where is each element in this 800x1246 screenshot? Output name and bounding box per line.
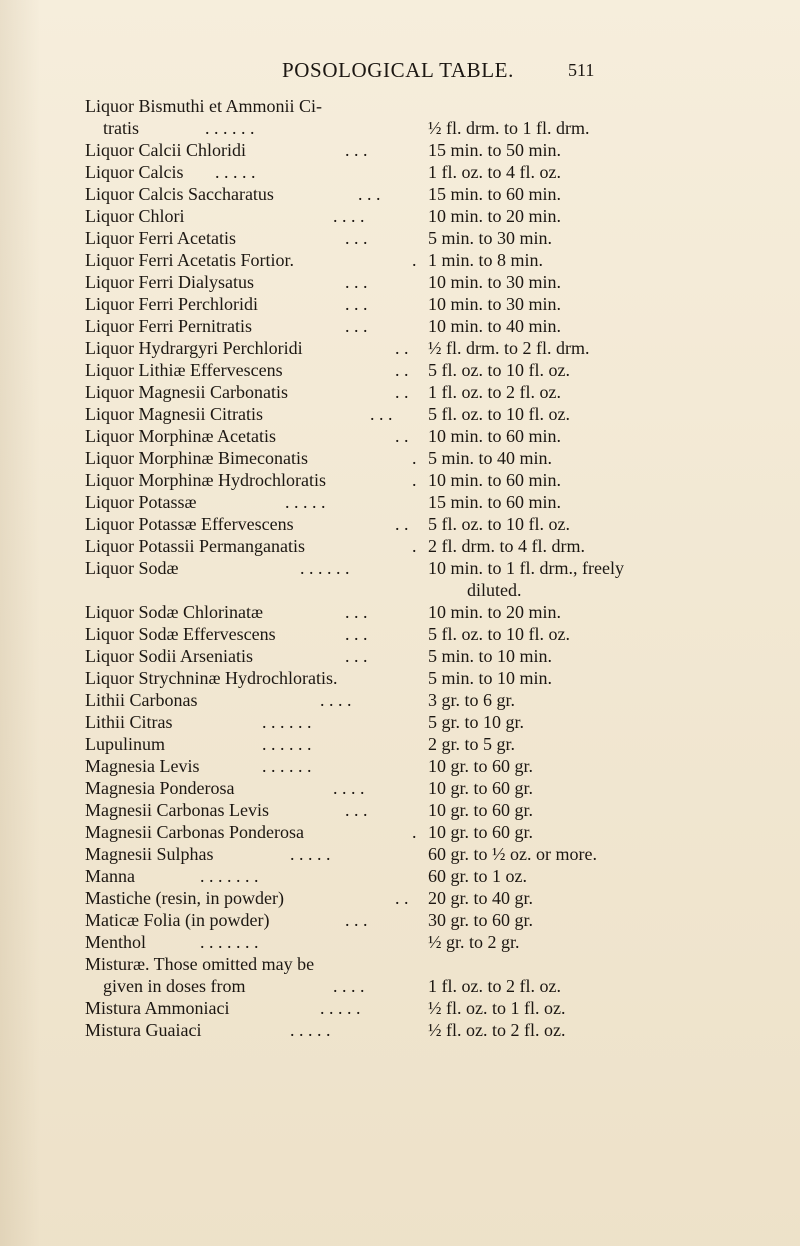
dose-range: 5 gr. to 10 gr. [428,712,525,732]
leader-dots: . [412,448,417,468]
page-header [0,58,800,88]
leader-dots: . . . [345,140,368,160]
leader-dots: . . [395,360,409,380]
dose-range: 10 min. to 1 fl. drm., freely [428,558,624,578]
drug-name: Liquor Sodæ [85,558,179,578]
drug-name: Liquor Magnesii Carbonatis [85,382,288,402]
table-row [0,931,800,953]
table-row [0,249,800,271]
drug-name: Liquor Magnesii Citratis [85,404,263,424]
dose-range: 5 fl. oz. to 10 fl. oz. [428,404,570,424]
dose-range: 5 fl. oz. to 10 fl. oz. [428,514,570,534]
drug-name: Mistura Guaiaci [85,1020,202,1040]
table-row [0,777,800,799]
leader-dots: . . . [345,800,368,820]
table-row [0,821,800,843]
drug-name: Mastiche (resin, in powder) [85,888,284,908]
leader-dots: . . . . . [320,998,361,1018]
dose-range: 5 min. to 10 min. [428,646,553,666]
table-row [0,953,800,997]
table-row [0,227,800,249]
dose-range: 2 gr. to 5 gr. [428,734,516,754]
dose-range: ½ fl. oz. to 1 fl. oz. [428,998,566,1018]
drug-name: Liquor Potassæ Effervescens [85,514,294,534]
leader-dots: . . . [345,602,368,622]
leader-dots: . . . [345,624,368,644]
leader-dots: . . . . . . [262,712,312,732]
table-row [0,733,800,755]
table-row [0,535,800,557]
leader-dots: . . . . [320,690,352,710]
table-row [0,909,800,931]
dose-range: 10 gr. to 60 gr. [428,756,534,776]
drug-name: Misturæ. Those omitted may be [85,954,315,974]
table-row [0,95,800,139]
drug-name: Liquor Potassii Permanganatis [85,536,305,556]
drug-name: Lithii Citras [85,712,173,732]
drug-name: Magnesii Carbonas Levis [85,800,269,820]
dose-range: 10 min. to 60 min. [428,470,562,490]
drug-name: Liquor Morphinæ Bimeconatis [85,448,308,468]
drug-name: Liquor Sodii Arseniatis [85,646,253,666]
leader-dots: . . . [345,272,368,292]
leader-dots: . [412,822,417,842]
drug-name: Liquor Calcis Saccharatus [85,184,274,204]
leader-dots: . . . [345,646,368,666]
drug-name: Liquor Strychninæ Hydrochloratis. [85,668,338,688]
drug-name: Liquor Ferri Acetatis Fortior. [85,250,294,270]
drug-name-continued: tratis [103,118,139,138]
dose-range: 10 min. to 30 min. [428,294,562,314]
dose-range: 1 min. to 8 min. [428,250,544,270]
drug-name: Liquor Morphinæ Hydrochloratis [85,470,326,490]
drug-name: Liquor Ferri Dialysatus [85,272,254,292]
dose-range: 1 fl. oz. to 4 fl. oz. [428,162,561,182]
dose-range: 1 fl. oz. to 2 fl. oz. [428,382,561,402]
drug-name: Liquor Calcii Chloridi [85,140,246,160]
table-row [0,843,800,865]
dose-range: 15 min. to 50 min. [428,140,562,160]
drug-name: Liquor Sodæ Effervescens [85,624,276,644]
drug-name: Liquor Morphinæ Acetatis [85,426,276,446]
table-row [0,337,800,359]
leader-dots: . [412,250,417,270]
drug-name: Liquor Lithiæ Effervescens [85,360,283,380]
table-row [0,403,800,425]
dose-range: ½ gr. to 2 gr. [428,932,520,952]
leader-dots: . . [395,514,409,534]
drug-name-continued: given in doses from [103,976,246,996]
leader-dots: . . . . . [290,1020,331,1040]
drug-name: Liquor Sodæ Chlorinatæ [85,602,264,622]
drug-name: Magnesia Ponderosa [85,778,235,798]
dose-range: ½ fl. drm. to 2 fl. drm. [428,338,590,358]
dose-range: 10 min. to 40 min. [428,316,562,336]
dose-range: 10 gr. to 60 gr. [428,800,534,820]
table-row [0,161,800,183]
dose-range: 5 min. to 40 min. [428,448,553,468]
dose-range: 2 fl. drm. to 4 fl. drm. [428,536,585,556]
dose-range: 10 min. to 30 min. [428,272,562,292]
drug-name: Liquor Bismuthi et Ammonii Ci- [85,96,323,116]
dose-range: 20 gr. to 40 gr. [428,888,534,908]
leader-dots: . . . . . . [262,734,312,754]
table-row [0,623,800,645]
table-row [0,513,800,535]
leader-dots: . [412,536,417,556]
table-row [0,381,800,403]
drug-name: Lupulinum [85,734,165,754]
table-row [0,469,800,491]
dose-range: 10 min. to 20 min. [428,602,562,622]
table-row [0,997,800,1019]
table-row [0,667,800,689]
table-row [0,359,800,381]
table-row [0,1019,800,1041]
table-row [0,755,800,777]
table-row [0,887,800,909]
leader-dots: . . . . . . . [200,932,259,952]
leader-dots: . . . . . [285,492,326,512]
table-row [0,205,800,227]
table-row [0,711,800,733]
table-row [0,271,800,293]
drug-name: Manna [85,866,135,886]
leader-dots: . [412,470,417,490]
page-number: 511 [568,60,595,80]
leader-dots: . . . . [333,976,365,996]
dose-range: 5 min. to 30 min. [428,228,553,248]
dose-range: 60 gr. to 1 oz. [428,866,527,886]
dose-range-continued: diluted. [467,580,522,600]
leader-dots: . . . . . . [205,118,255,138]
drug-name: Magnesia Levis [85,756,200,776]
drug-name: Liquor Potassæ [85,492,197,512]
table-row [0,799,800,821]
dose-range: 3 gr. to 6 gr. [428,690,516,710]
leader-dots: . . . [358,184,381,204]
table-row [0,293,800,315]
leader-dots: . . . . . [290,844,331,864]
drug-name: Maticæ Folia (in powder) [85,910,270,930]
table-row [0,491,800,513]
table-row [0,557,800,601]
leader-dots: . . . . [333,778,365,798]
drug-name: Lithii Carbonas [85,690,198,710]
table-row [0,183,800,205]
table-row [0,447,800,469]
dose-range: 1 fl. oz. to 2 fl. oz. [428,976,561,996]
drug-name: Liquor Chlori [85,206,185,226]
dose-range: 10 min. to 60 min. [428,426,562,446]
drug-name: Liquor Ferri Perchloridi [85,294,258,314]
drug-name: Liquor Hydrargyri Perchloridi [85,338,303,358]
dose-range: 15 min. to 60 min. [428,184,562,204]
leader-dots: . . . . . . . [200,866,259,886]
leader-dots: . . [395,426,409,446]
leader-dots: . . . . . [215,162,256,182]
dose-range: 60 gr. to ½ oz. or more. [428,844,597,864]
running-title: POSOLOGICAL TABLE. [282,58,514,82]
drug-name: Liquor Calcis [85,162,184,182]
dose-range: 15 min. to 60 min. [428,492,562,512]
dose-range: 10 gr. to 60 gr. [428,778,534,798]
drug-name: Liquor Ferri Acetatis [85,228,236,248]
table-row [0,689,800,711]
leader-dots: . . . [370,404,393,424]
leader-dots: . . . . . . [300,558,350,578]
dose-range: ½ fl. oz. to 2 fl. oz. [428,1020,566,1040]
leader-dots: . . . [345,910,368,930]
dose-range: ½ fl. drm. to 1 fl. drm. [428,118,590,138]
leader-dots: . . . . . . [262,756,312,776]
dose-range: 10 gr. to 60 gr. [428,822,534,842]
table-row [0,645,800,667]
leader-dots: . . . . [333,206,365,226]
posological-table [0,95,800,1041]
drug-name: Magnesii Carbonas Ponderosa [85,822,304,842]
dose-range: 5 fl. oz. to 10 fl. oz. [428,624,570,644]
leader-dots: . . . [345,294,368,314]
table-row [0,601,800,623]
table-row [0,425,800,447]
drug-name: Liquor Ferri Pernitratis [85,316,252,336]
table-row [0,139,800,161]
leader-dots: . . . [345,316,368,336]
leader-dots: . . [395,888,409,908]
dose-range: 10 min. to 20 min. [428,206,562,226]
table-row [0,865,800,887]
drug-name: Mistura Ammoniaci [85,998,230,1018]
drug-name: Menthol [85,932,146,952]
table-row [0,315,800,337]
leader-dots: . . [395,382,409,402]
dose-range: 30 gr. to 60 gr. [428,910,534,930]
leader-dots: . . . [345,228,368,248]
drug-name: Magnesii Sulphas [85,844,214,864]
dose-range: 5 fl. oz. to 10 fl. oz. [428,360,570,380]
dose-range: 5 min. to 10 min. [428,668,553,688]
leader-dots: . . [395,338,409,358]
